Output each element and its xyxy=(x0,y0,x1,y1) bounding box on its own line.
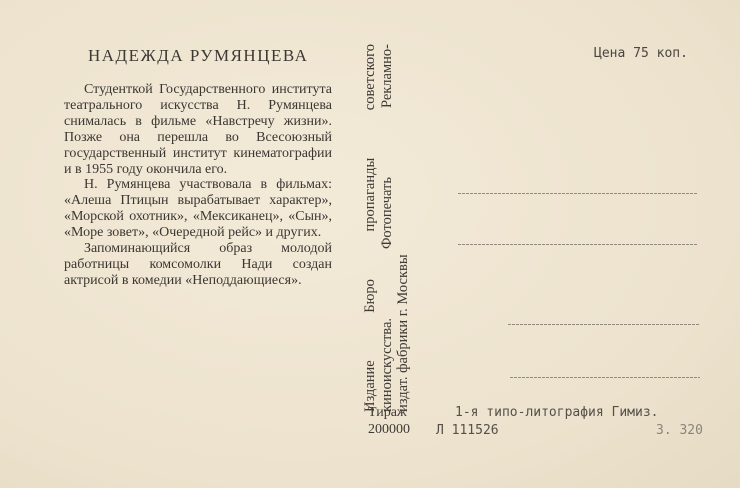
address-line-3 xyxy=(508,324,700,325)
biography-text xyxy=(64,82,332,289)
order-number: З. 320 xyxy=(656,423,703,438)
publisher-info xyxy=(362,44,412,412)
bio-paragraph-3: Запоминающийся образ молодой работницы комсомолки Нади создан актрисой в комедии «Неподдающиеся». xyxy=(64,241,332,288)
license-number: Л 111526 xyxy=(436,423,499,438)
publisher-line-3: издат. фабрики г. Москвы xyxy=(395,254,412,412)
bio-paragraph-2: Н. Румянцева участвовала в фильмах: «Алеша Птицын вырабатывает характер», «Морской охотник», «Мексиканец», «Сын», «Море зовет», «Очередной рейс» и других. xyxy=(64,177,332,241)
page-title: НАДЕЖДА РУМЯНЦЕВА xyxy=(88,46,309,65)
address-line-2 xyxy=(458,244,698,245)
price-label: Цена 75 коп. xyxy=(594,46,688,61)
address-line-4 xyxy=(510,377,700,378)
tirazh-label: Тираж xyxy=(368,405,407,420)
address-line-1 xyxy=(458,193,698,194)
tirazh-value: 200000 xyxy=(368,422,410,437)
publisher-line-2: киноискусства. Фотопечать Рекламно- xyxy=(378,44,395,412)
print-house: 1-я типо-литография Гимиз. xyxy=(455,405,659,420)
publisher-line-1: Издание Бюро пропаганды советского xyxy=(362,44,378,412)
bio-paragraph-1: Студенткой Государственного института театрального искусства Н. Румянцева снималась в фильме «Навстречу жизни». Позже она перешла во Всесоюзный государственный институт кинематографии и в 1955 году окончила его. xyxy=(64,82,332,177)
